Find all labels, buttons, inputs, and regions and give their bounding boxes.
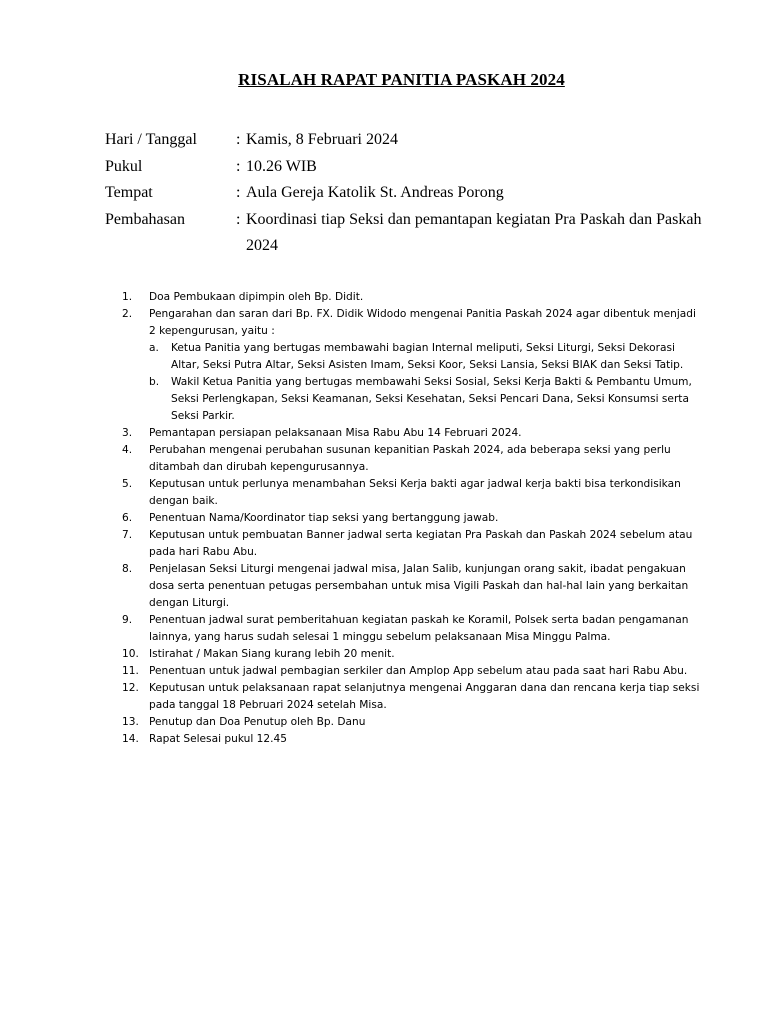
- list-item-text: Penentuan Nama/Koordinator tiap seksi yang bertanggung jawab.: [149, 512, 499, 524]
- list-item-text: Keputusan untuk pelaksanaan rapat selanjutnya mengenai Anggaran dana dan rencana kerja tiap seksi pada tanggal 18 Pebruari 2024 setelah Misa.: [149, 682, 700, 711]
- list-item: [122, 289, 702, 306]
- meeting-info: [105, 127, 705, 260]
- sub-list-item-text: Ketua Panitia yang bertugas membawahi bagian Internal meliputi, Seksi Liturgi, Seksi Dekorasi Altar, Seksi Putra Altar, Seksi Asisten Imam, Seksi Koor, Seksi Lansia, Seksi BIAK dan Seksi Tatip.: [171, 342, 684, 371]
- meta-label: Pembahasan: [105, 210, 185, 228]
- list-item-text: Rapat Selesai pukul 12.45: [149, 733, 287, 745]
- list-item-number: 6.: [122, 512, 133, 524]
- list-item: [122, 612, 702, 646]
- list-item: [122, 442, 702, 476]
- list-item: [122, 663, 702, 680]
- list-item: [122, 731, 702, 748]
- list-item: [122, 527, 702, 561]
- list-item-number: 12.: [122, 682, 139, 694]
- meta-row-topic: [105, 207, 705, 260]
- list-item-text: Istirahat / Makan Siang kurang lebih 20 menit.: [149, 648, 395, 660]
- list-item-number: 9.: [122, 614, 133, 626]
- meta-label: Hari / Tanggal: [105, 131, 197, 148]
- list-item-text: Doa Pembukaan dipimpin oleh Bp. Didit.: [149, 291, 364, 303]
- list-item-text: Penentuan jadwal surat pemberitahuan kegiatan paskah ke Koramil, Polsek serta badan pengamanan lainnya, yang harus sudah selesai 1 minggu sebelum pelaksanaan Misa Minggu Palma.: [149, 614, 689, 643]
- list-item-number: 14.: [122, 733, 139, 745]
- meta-label: Tempat: [105, 184, 153, 201]
- list-item: [122, 306, 702, 425]
- list-item-number: 3.: [122, 427, 133, 439]
- list-item-text: Penutup dan Doa Penutup oleh Bp. Danu: [149, 716, 366, 728]
- list-item: [122, 510, 702, 527]
- meta-value: 10.26 WIB: [246, 157, 317, 175]
- list-item: [122, 561, 702, 612]
- list-item-number: 7.: [122, 529, 133, 541]
- sub-list-item-text: Wakil Ketua Panitia yang bertugas membawahi Seksi Sosial, Seksi Kerja Bakti & Pembantu Umum, Seksi Perlengkapan, Seksi Keamanan, Seksi Kesehatan, Seksi Pencari Dana, Seksi Konsumsi serta Seksi Parkir.: [171, 376, 692, 422]
- list-item-text: Keputusan untuk perlunya menambahan Seksi Kerja bakti agar jadwal kerja bakti bisa terkondisikan dengan baik.: [149, 478, 681, 507]
- list-item: [122, 476, 702, 510]
- meta-colon: :: [236, 184, 241, 201]
- list-item-number: 13.: [122, 716, 139, 728]
- list-item-text: Keputusan untuk pembuatan Banner jadwal serta kegiatan Pra Paskah dan Paskah 2024 sebelum atau pada hari Rabu Abu.: [149, 529, 693, 558]
- meta-colon: :: [236, 157, 241, 175]
- list-item-number: 5.: [122, 478, 133, 490]
- meta-value: Koordinasi tiap Seksi dan pemantapan kegiatan Pra Paskah dan Paskah 2024: [246, 210, 702, 254]
- list-item-text: Penjelasan Seksi Liturgi mengenai jadwal misa, Jalan Salib, kunjungan orang sakit, ibadat pengakuan dosa serta penentuan petugas persembahan untuk misa Vigili Paskah dan hal-hal lain yang berkaitan dengan Liturgi.: [149, 563, 689, 609]
- list-item-number: 1.: [122, 291, 133, 303]
- list-item: [122, 680, 702, 714]
- list-item: [122, 646, 702, 663]
- list-item-number: 11.: [122, 665, 139, 677]
- list-item-text: Penentuan untuk jadwal pembagian serkiler dan Amplop App sebelum atau pada saat hari Rabu Abu.: [149, 665, 688, 677]
- sub-list-item-letter: b.: [149, 376, 160, 388]
- list-item-number: 2.: [122, 308, 133, 320]
- meta-value: Kamis, 8 Februari 2024: [246, 131, 398, 148]
- list-item-number: 10.: [122, 648, 139, 660]
- document-title: RISALAH RAPAT PANITIA PASKAH 2024: [238, 70, 565, 89]
- list-item: [122, 425, 702, 442]
- meta-label: Pukul: [105, 157, 143, 175]
- list-item-text: Pemantapan persiapan pelaksanaan Misa Rabu Abu 14 Februari 2024.: [149, 427, 522, 439]
- meta-colon: :: [236, 131, 241, 148]
- meta-colon: :: [236, 210, 241, 228]
- minutes-list: [122, 289, 702, 748]
- list-item: [122, 714, 702, 731]
- sub-list-item-letter: a.: [149, 342, 159, 354]
- sub-list-item: [149, 374, 702, 425]
- list-item-text: Perubahan mengenai perubahan susunan kepanitian Paskah 2024, ada beberapa seksi yang perlu ditambah dan dirubah kepengurusannya.: [149, 444, 671, 473]
- sub-list-item: [149, 340, 702, 374]
- list-item-number: 8.: [122, 563, 133, 575]
- list-item-number: 4.: [122, 444, 133, 456]
- list-item-content: [149, 306, 702, 425]
- meta-row-time: [105, 154, 705, 181]
- meta-row-place: [105, 180, 705, 207]
- meta-row-date: [105, 127, 705, 154]
- meta-value: Aula Gereja Katolik St. Andreas Porong: [246, 184, 504, 201]
- list-item-text: Pengarahan dan saran dari Bp. FX. Didik Widodo mengenai Panitia Paskah 2024 agar dibentuk menjadi 2 kepengurusan, yaitu :: [149, 308, 696, 337]
